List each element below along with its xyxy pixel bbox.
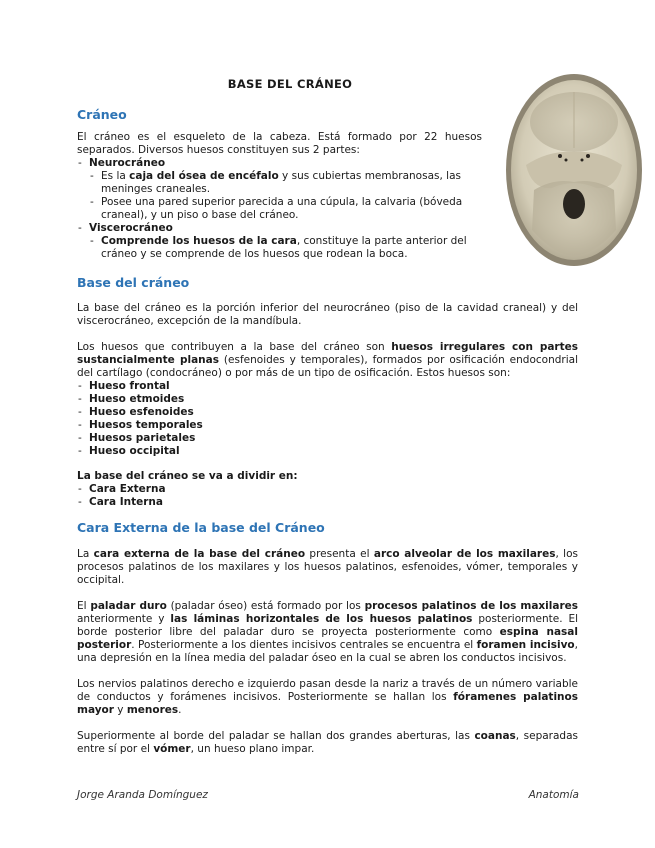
text: Posee una pared superior parecida a una cúpula, la calvaria (bóveda craneal), y un piso o base del cráneo. <box>101 196 463 221</box>
text: La base del cráneo es la porción inferior del neurocráneo (piso de la cavidad craneal) y del viscerocráneo, excepción de la mandíbula. <box>77 302 578 327</box>
craneo-section <box>77 131 482 261</box>
text-bold: Comprende los huesos de la cara <box>101 235 297 247</box>
text: (esfenoides y temporales), formados por osificación endocondrial del cartílago (condocráneo) o por más de un tipo de osificación. Estos huesos son: <box>77 354 578 379</box>
bones-list <box>77 380 578 458</box>
externa-paragraph-4 <box>77 730 578 756</box>
skull-base-illustration <box>504 70 644 270</box>
list-item <box>77 483 578 496</box>
division-label <box>77 470 578 483</box>
list-item <box>77 496 578 509</box>
text: (paladar óseo) está formado por los <box>166 600 365 612</box>
bone-name: Hueso etmoides <box>89 393 185 405</box>
text-bold: espina nasal posterior <box>77 626 578 651</box>
text-bold: huesos irregulares con partes sustancialmente planas <box>77 341 578 366</box>
text: Superiormente al borde del paladar se hallan dos grandes aberturas, las <box>77 730 475 742</box>
base-section <box>77 341 578 458</box>
externa-paragraph-2 <box>77 600 578 665</box>
page-title: BASE DEL CRÁNEO <box>227 77 353 91</box>
text <box>77 600 578 665</box>
text-bold: cara externa de la base del cráneo <box>93 548 306 560</box>
text: , los procesos palatinos de los maxilares y los huesos palatinos, esfenoides, vómer, temporales y occipital. <box>77 548 578 586</box>
list-item <box>77 157 482 170</box>
text-bold: menores <box>126 704 179 716</box>
text <box>77 548 578 587</box>
text: y sus cubiertas membranosas, las meninges craneales. <box>101 170 461 195</box>
text <box>77 730 578 756</box>
neurocraneo-label: Neurocráneo <box>89 157 166 169</box>
text-bold: coanas <box>474 730 516 742</box>
bone-name: Huesos parietales <box>89 432 196 444</box>
base-paragraph-2 <box>77 341 578 380</box>
externa-paragraph-1 <box>77 548 578 587</box>
list-item <box>77 406 578 419</box>
text-bold: las láminas horizontales de los huesos palatinos <box>170 613 473 625</box>
text: , constituye la parte anterior del cráneo y se comprende de los huesos que rodean la boca. <box>101 235 467 260</box>
list-item <box>77 419 578 432</box>
base-paragraph-1 <box>77 302 578 328</box>
text: Es la <box>101 170 130 182</box>
text: anteriormente y <box>77 613 171 625</box>
parts-list <box>77 483 578 509</box>
text-bold: procesos palatinos de los maxilares <box>364 600 579 612</box>
list-item <box>77 196 482 222</box>
text: , separadas entre sí por el <box>77 730 578 755</box>
text: Los huesos que contribuyen a la base del cráneo son <box>77 341 392 353</box>
footer-subject: Anatomía <box>528 789 579 801</box>
list-item <box>77 222 482 235</box>
viscerocraneo-label: Viscerocráneo <box>89 222 173 234</box>
text-bold: paladar duro <box>90 600 167 612</box>
bone-name: Huesos temporales <box>89 419 203 431</box>
list-item <box>77 432 578 445</box>
text: presenta el <box>305 548 374 560</box>
text-bold: La base del cráneo se va a dividir en: <box>77 470 298 482</box>
bone-name: Hueso frontal <box>89 380 170 392</box>
text-bold: caja del ósea de encéfalo <box>129 170 279 182</box>
footer-author: Jorge Aranda Domínguez <box>77 789 208 801</box>
list-item <box>77 235 482 261</box>
list-item <box>77 393 578 406</box>
text: El <box>77 600 91 612</box>
list-item <box>77 380 578 393</box>
text: . Posteriormente a los dientes incisivos centrales se encuentra el <box>131 639 477 651</box>
heading-base-craneo: Base del cráneo <box>77 275 190 290</box>
list-item <box>77 445 578 458</box>
text-bold: vómer <box>153 743 191 755</box>
text: . <box>178 704 182 716</box>
text: La <box>77 548 94 560</box>
text-bold: fóramenes palatinos mayor <box>77 691 578 716</box>
heading-cara-externa: Cara Externa de la base del Cráneo <box>77 520 325 535</box>
craneo-parts-list <box>77 157 482 261</box>
craneo-intro: El cráneo es el esqueleto de la cabeza. Está formado por 22 huesos separados. Diversos huesos constituyen sus 2 partes: <box>77 131 482 156</box>
division-section <box>77 470 578 509</box>
bone-name: Hueso esfenoides <box>89 406 194 418</box>
text: y <box>113 704 127 716</box>
text-bold: arco alveolar de los maxilares <box>373 548 556 560</box>
text: Los nervios palatinos derecho e izquierdo pasan desde la nariz a través de un número variable de conductos y forámenes incisivos. Posteriormente se hallan los <box>77 678 578 703</box>
bone-name: Hueso occipital <box>89 445 180 457</box>
text: posteriormente. El borde posterior libre del paladar duro se proyecta posteriormente como <box>77 613 578 638</box>
externa-paragraph-3 <box>77 678 578 717</box>
list-item <box>77 170 482 196</box>
text-bold: foramen incisivo <box>476 639 575 651</box>
part-name: Cara Interna <box>89 496 163 508</box>
text: , un hueso plano impar. <box>190 743 315 755</box>
text: , una depresión en la línea media del paladar óseo en la cual se abren los conductos incisivos. <box>77 639 578 664</box>
text <box>77 678 578 717</box>
part-name: Cara Externa <box>89 483 166 495</box>
heading-craneo: Cráneo <box>77 107 127 122</box>
